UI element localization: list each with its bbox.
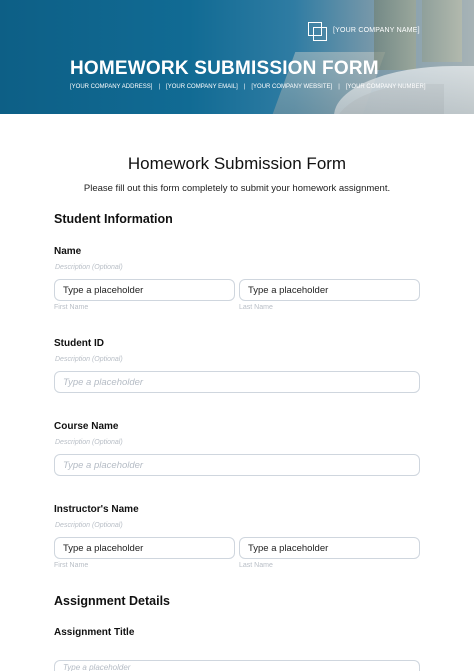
instructor-name-label: Instructor's Name <box>54 504 139 515</box>
company-name: [YOUR COMPANY NAME] <box>333 27 420 34</box>
instructor-first-name-input[interactable]: Type a placeholder <box>54 537 235 559</box>
company-address: [YOUR COMPANY ADDRESS] <box>70 84 153 90</box>
instructor-last-name-input[interactable]: Type a placeholder <box>239 537 420 559</box>
contact-separator: | <box>158 84 161 90</box>
assignment-title-label: Assignment Title <box>54 627 135 638</box>
overlapping-squares-icon <box>308 22 328 42</box>
name-description: Description (Optional) <box>55 264 123 271</box>
assignment-title-input[interactable]: Type a placeholder <box>54 660 420 671</box>
instructor-last-name-sublabel: Last Name <box>239 562 273 569</box>
section-heading-student-information: Student Information <box>54 212 173 226</box>
header-contacts <box>70 84 426 90</box>
header-title: HOMEWORK SUBMISSION FORM <box>70 58 379 79</box>
course-name-label: Course Name <box>54 421 119 432</box>
contact-separator: | <box>338 84 340 90</box>
form-subtitle: Please fill out this form completely to submit your homework assignment. <box>83 183 391 194</box>
student-id-label: Student ID <box>54 338 104 349</box>
header-decoration <box>422 0 462 62</box>
contact-separator: | <box>243 84 246 90</box>
company-website: [YOUR COMPANY WEBSITE] <box>251 84 333 90</box>
student-id-input[interactable]: Type a placeholder <box>54 371 420 393</box>
form-title: Homework Submission Form <box>127 154 347 173</box>
name-label: Name <box>54 246 82 257</box>
first-name-sublabel: First Name <box>54 304 89 311</box>
company-email: [YOUR COMPANY EMAIL] <box>166 84 238 90</box>
instructor-name-description: Description (Optional) <box>55 522 123 529</box>
student-id-description: Description (Optional) <box>55 356 123 363</box>
company-number: [YOUR COMPANY NUMBER] <box>345 84 426 90</box>
header-banner <box>0 0 474 114</box>
instructor-first-name-sublabel: First Name <box>54 562 89 569</box>
section-heading-assignment-details: Assignment Details <box>54 594 171 608</box>
header-decoration <box>374 0 416 70</box>
course-name-description: Description (Optional) <box>55 439 123 446</box>
first-name-input[interactable]: Type a placeholder <box>54 279 235 301</box>
last-name-sublabel: Last Name <box>239 304 273 311</box>
course-name-input[interactable]: Type a placeholder <box>54 454 420 476</box>
last-name-input[interactable]: Type a placeholder <box>239 279 420 301</box>
